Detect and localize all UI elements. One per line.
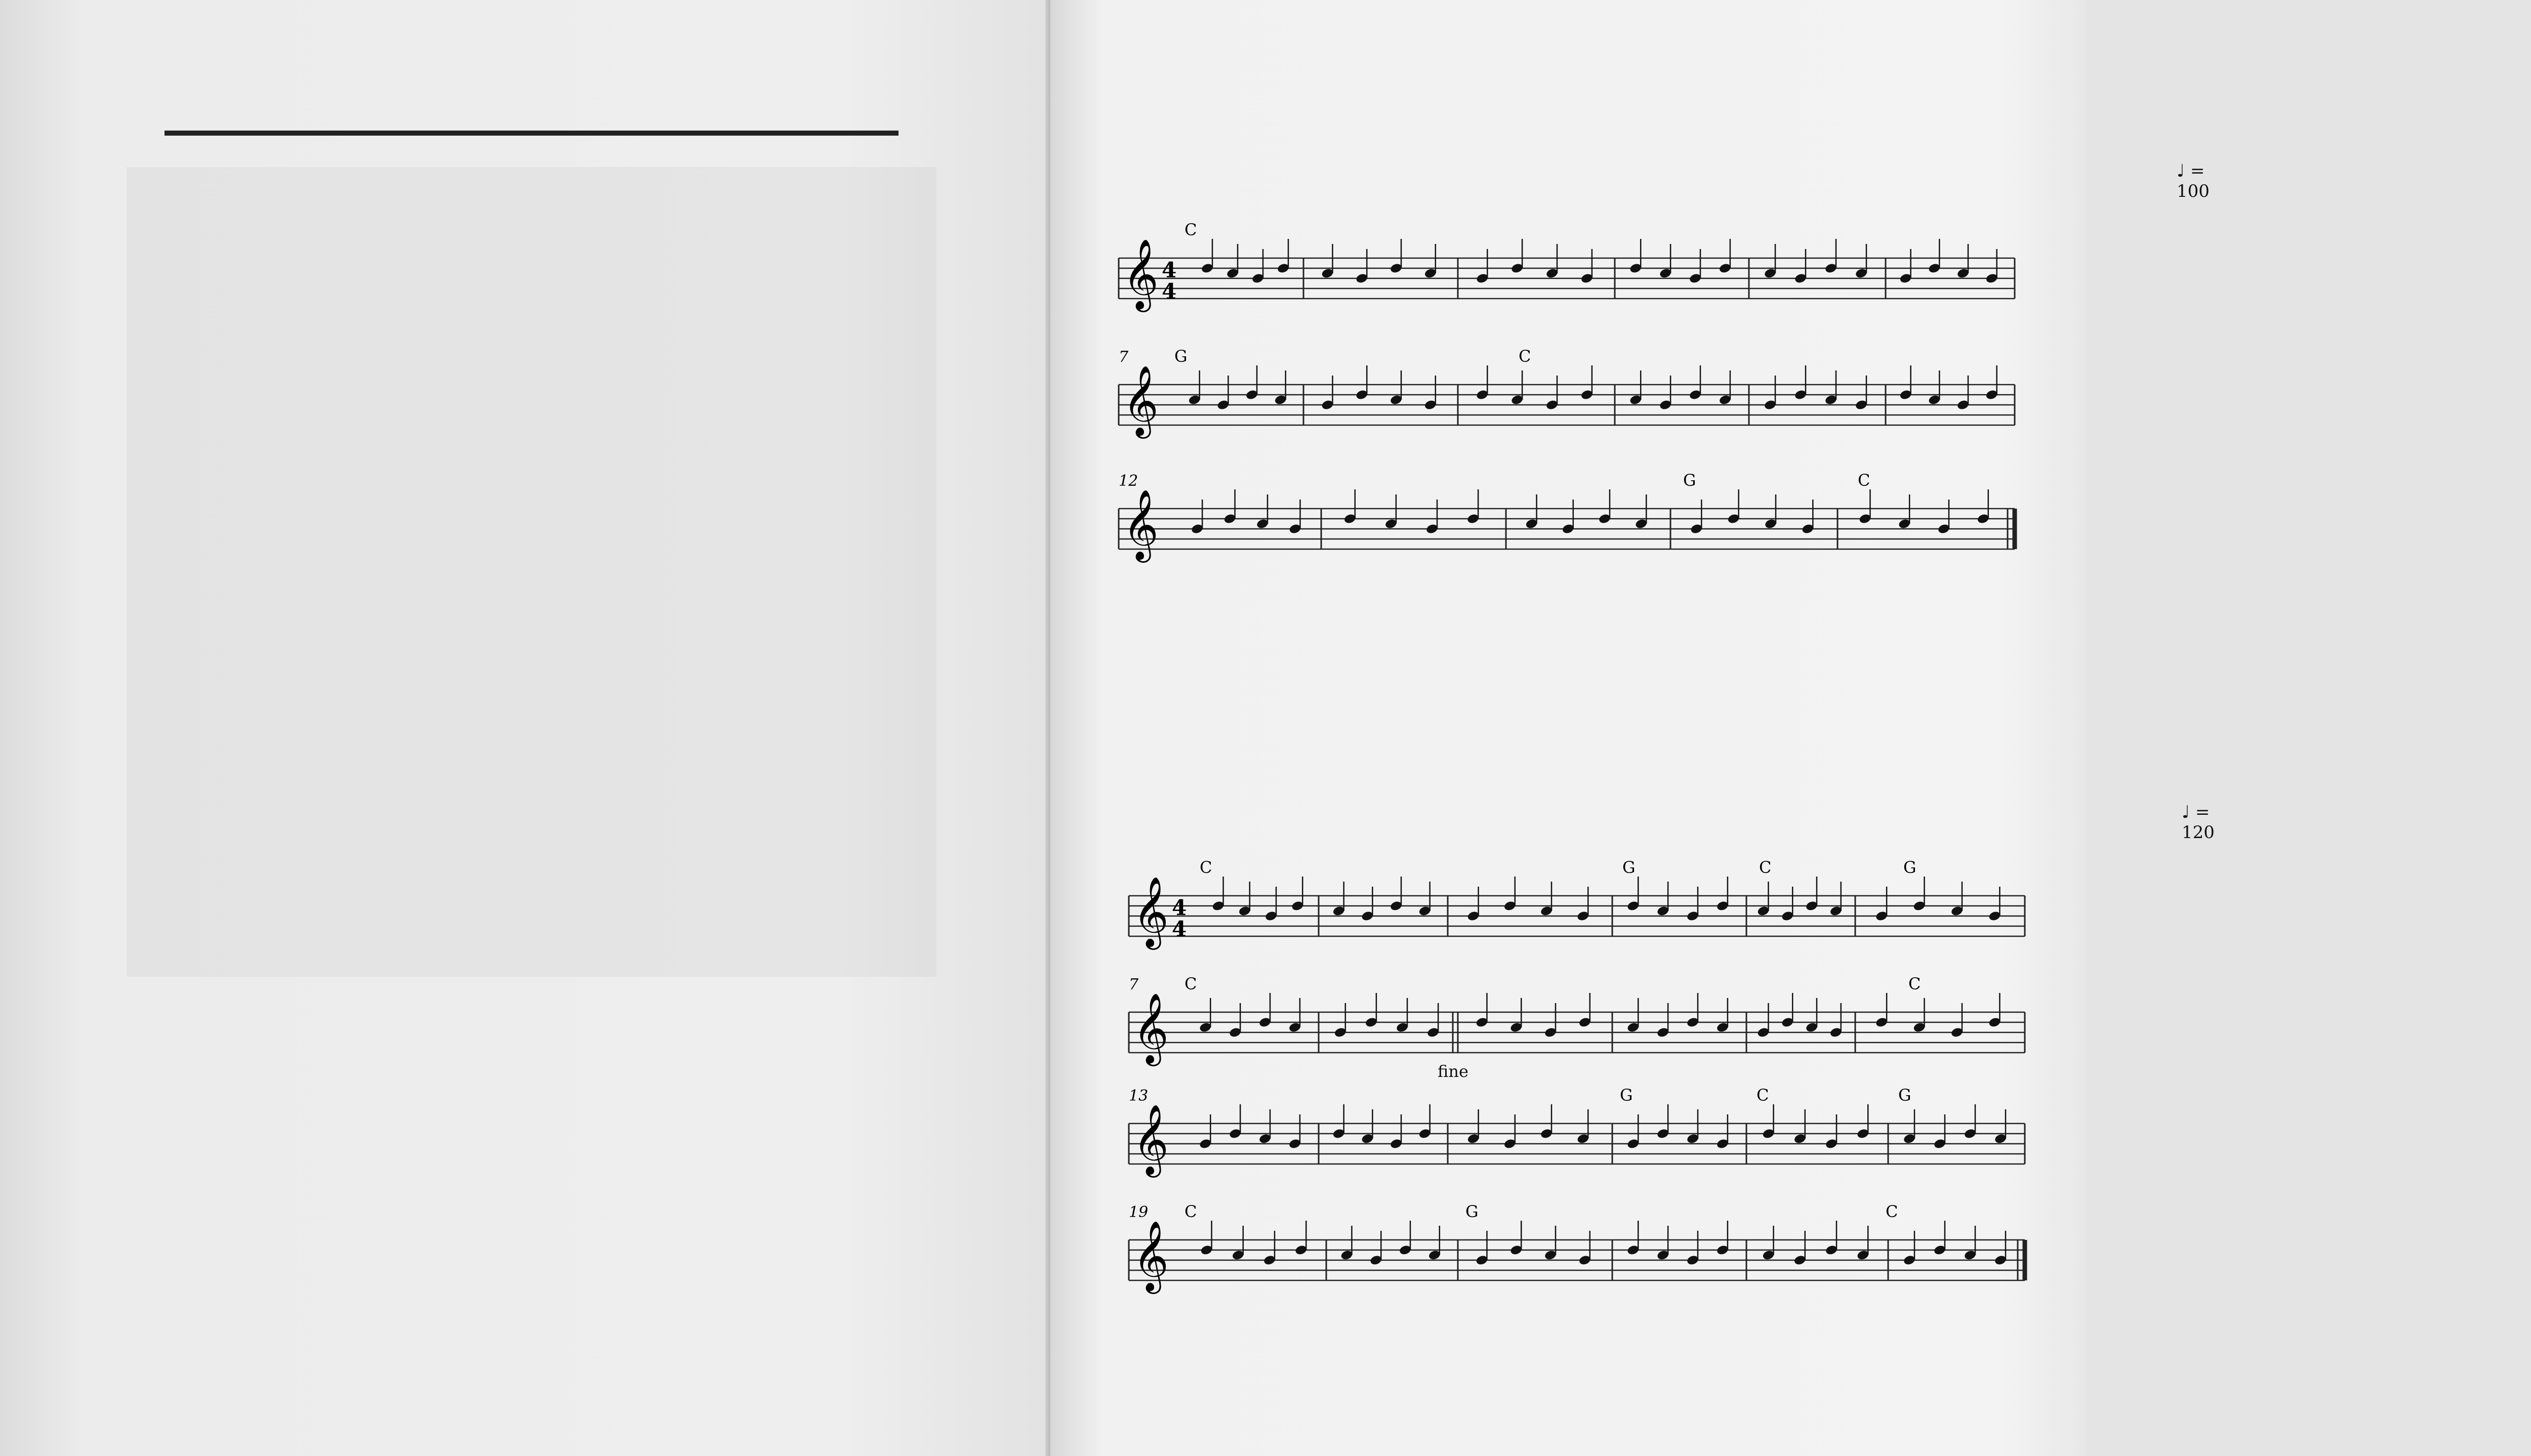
sheet-music-page — [1050, 0, 2215, 1456]
chord-symbol: C — [1759, 858, 1772, 877]
measure-number: 12 — [1119, 472, 1138, 490]
chord-symbol: G — [1465, 1202, 1479, 1221]
chord-symbol: C — [1185, 1202, 1197, 1221]
treble-clef-icon: 𝄞 — [1133, 993, 1169, 1063]
chord-symbol: C — [1908, 974, 1921, 993]
chord-symbol: C — [1200, 858, 1212, 877]
time-signature-bottom: 4 — [1162, 279, 1177, 304]
measure-number: 7 — [1119, 348, 1129, 366]
time-signature-top: 4 — [1162, 258, 1177, 282]
chord-symbol: G — [1174, 347, 1188, 366]
toc-page — [0, 0, 1050, 1456]
chord-symbol: G — [1622, 858, 1636, 877]
chord-symbol: G — [1898, 1086, 1911, 1105]
measure-number: 7 — [1129, 976, 1139, 993]
treble-clef-icon: 𝄞 — [1133, 1104, 1169, 1175]
treble-clef-icon: 𝄞 — [1123, 239, 1159, 309]
toc-divider — [165, 131, 899, 136]
chord-symbol: G — [1683, 471, 1696, 490]
time-signature-bottom: 4 — [1172, 917, 1187, 941]
tempo-marking: ♩ = 100 — [2177, 161, 2210, 201]
chord-symbol: C — [1185, 220, 1197, 239]
time-signature-top: 4 — [1172, 895, 1187, 920]
treble-clef-icon: 𝄞 — [1133, 1221, 1169, 1291]
measure-number: 19 — [1129, 1203, 1149, 1221]
measure-number: 13 — [1129, 1087, 1149, 1105]
treble-clef-icon: 𝄞 — [1123, 489, 1159, 560]
bleed-through-block — [127, 167, 936, 977]
chord-symbol: C — [1185, 974, 1197, 993]
chord-symbol: C — [1886, 1202, 1898, 1221]
treble-clef-icon: 𝄞 — [1133, 877, 1169, 947]
chord-symbol: G — [1620, 1086, 1633, 1105]
chord-symbol: C — [1858, 471, 1870, 490]
chord-symbol: C — [1519, 347, 1531, 366]
treble-clef-icon: 𝄞 — [1123, 365, 1159, 436]
tempo-marking: ♩ = 120 — [2182, 802, 2215, 843]
fine-label: fine — [1438, 1062, 1468, 1081]
chord-symbol: G — [1903, 858, 1916, 877]
chord-symbol: C — [1757, 1086, 1769, 1105]
